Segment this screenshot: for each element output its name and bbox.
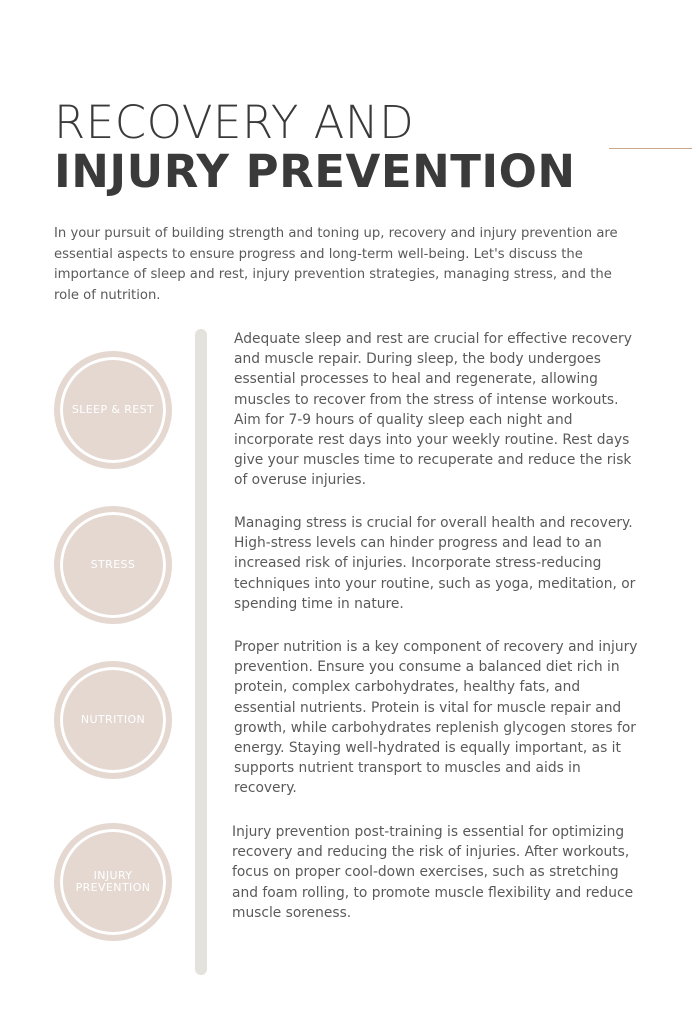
title-line-2: INJURY PREVENTION (54, 145, 576, 198)
intro-paragraph: In your pursuit of building strength and toning up, recovery and injury prevention are essential aspects to ensure progress and long-term well-being. Let's discuss the importance of sleep and rest, injury prevention strategies, managing stress, and the role of nutrition. (54, 226, 618, 303)
sleep-rest-text: Adequate sleep and rest are crucial for effective recovery and muscle repair. During sleep, the body undergoes essential processes to heal and regenerate, allowing muscles to recover from the stress of intense workouts. Aim for 7-9 hours of quality sleep each night and incorporate rest days into your weekly routine. Rest days give your muscles time to recuperate and reduce the risk of overuse injuries. (234, 331, 632, 489)
stress-label: STRESS (90, 558, 136, 571)
stress-badge (54, 506, 172, 624)
stress-text: Managing stress is crucial for overall health and recovery. High-stress levels can hinder progress and lead to an increased risk of injuries. Incorporate stress-reducing techniques into your routine, such as yoga, meditation, or spending time in nature. (234, 515, 636, 612)
page-title (54, 96, 576, 198)
injury-prevention-badge (54, 823, 172, 941)
injury-prevention-label: INJURY PREVENTION (75, 869, 151, 894)
nutrition-text: Proper nutrition is a key component of recovery and injury prevention. Ensure you consume a balanced diet rich in protein, complex carbohydrates, healthy fats, and essential nutrients. Protein is vital for muscle repair and growth, while carbohydrates replenish glycogen stores for energy. Staying well-hydrated is equally important, as it supports nutrient transport to muscles and aids in recovery. (234, 639, 638, 797)
accent-divider (609, 148, 692, 149)
nutrition-badge (54, 661, 172, 779)
title-line-1: RECOVERY AND (54, 96, 415, 149)
sleep-rest-badge (54, 351, 172, 469)
nutrition-label: NUTRITION (80, 713, 146, 726)
injury-prevention-text: Injury prevention post-training is essential for optimizing recovery and reducing the risk of injuries. After workouts, focus on proper cool-down exercises, such as stretching and foam rolling, to promote muscle flexibility and reduce muscle soreness. (232, 824, 634, 921)
sleep-rest-label: SLEEP & REST (71, 403, 155, 416)
timeline-bar (195, 329, 207, 975)
